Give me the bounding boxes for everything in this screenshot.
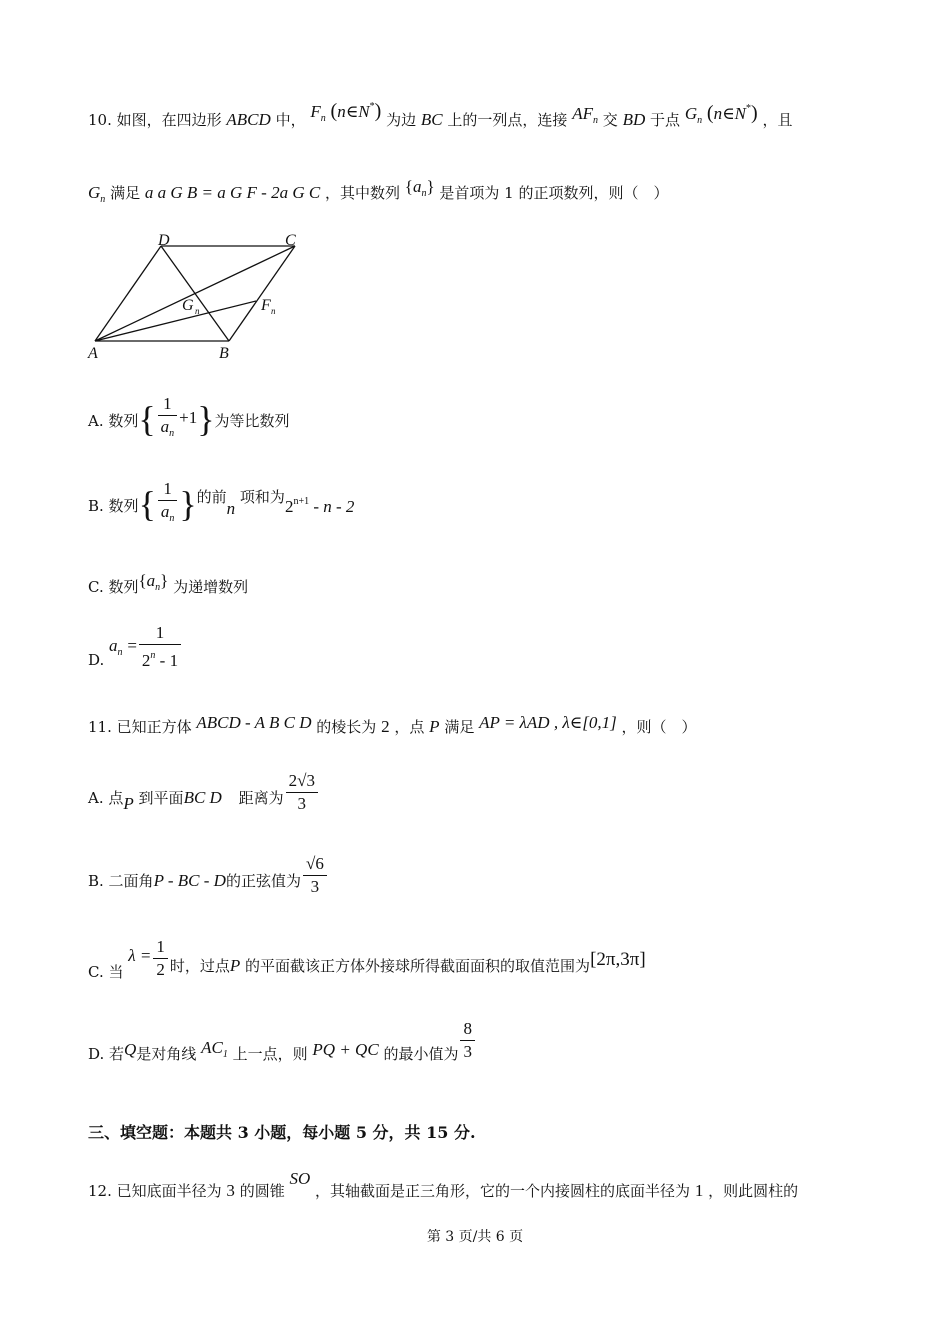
q10-bd: BD [622,110,646,129]
q12-one: 1 [694,1181,704,1200]
q10-optB-prefix: B. 数列 [88,497,139,515]
q10-fn-domain: (n∈N*) [330,100,382,122]
q10-text-satisfy: 满足 [110,184,141,202]
q12-text-d: ，则此圆柱的 [708,1182,799,1200]
q11-optC [88,936,910,981]
q10-optA-frac: $\frac{1}{a_n}$ [158,393,178,445]
label-Gn-sub: n [195,306,200,316]
q11-text-e: ，则（ ） [621,718,697,736]
q10-an-set: $\{a_n\}$ [404,177,435,199]
q10-line1 [88,100,910,132]
q11-optB-b: 的正弦值为 [225,871,301,890]
label-A: A [88,345,98,362]
q10-gn: $G_n$ [684,104,703,126]
q11-cube: ABCD - A B C D [196,713,312,732]
brace-open-b: { [138,484,156,524]
q10-fn: $F_n$ [310,102,326,124]
q11-optD-d: 的最小值为 [383,1044,459,1063]
q11-optD-frac: $\frac{8}{3}$ [460,1018,475,1063]
q10-optD: D. $a_n$ = $\frac{1}{2^n - 1}$ [88,622,910,672]
q10-optD-frac: $\frac{1}{2^n - 1}$ [139,622,181,672]
q10-text-d: 上的一列点，连接 [447,111,568,129]
q10-optB [88,478,910,530]
q11-optD [88,1018,910,1063]
q10-figure [85,228,315,364]
q10-text-seq: ，其中数列 [324,184,400,202]
q11-optD-b: 是对角线 [136,1044,197,1063]
q11-optA-p: P [123,793,134,813]
q12-r: 3 [226,1181,235,1200]
q11-optC-lambda: λ = [128,945,152,965]
q11-optB-a: B. 二面角 [88,871,154,890]
q10-gn-domain: (n∈N*) [706,102,758,124]
q11-cond: AP = λAD , λ∈[0,1] [479,713,617,732]
q11-optB-frac: $\frac{√6}{3}$ [303,853,327,898]
label-Gn: G [182,297,194,314]
brace-close-b: } [179,484,197,524]
q10-optA-plus1: +1 [179,408,198,427]
q10-optC [88,570,910,596]
q11-text-a: 11. 已知正方体 [88,718,192,736]
q10-optB-mid2: 项和为 [239,488,285,506]
label-C: C [285,232,296,249]
q10-text-f: 于点 [650,111,681,129]
q10-optB-expr: $2^{n+1}$ - n - 2 [284,496,355,516]
q10-text-e: 交 [602,111,618,129]
q12-text-a: 12. 已知底面半径为 [88,1182,222,1200]
q10-optA [88,393,910,445]
q11-optA-plane: BC D [183,787,222,807]
q10-abcd: ABCD [226,110,271,129]
q10-optA-suffix: 为等比数列 [214,412,290,430]
q11-stem [88,713,910,737]
q10-optC-set: $\{a_n\}$ [138,571,169,593]
q11-text-d: 满足 [444,718,475,736]
q11-optA-frac: $\frac{2√3}{3}$ [286,770,318,815]
label-Fn-sub: n [271,306,276,316]
q11-optD-a: D. 若 [88,1044,125,1063]
q11-optD-ac1: $AC_1$ [201,1037,228,1060]
q11-optC-c: 的平面截该正方体外接球所得截面面积的取值范围为 [245,956,591,975]
q11-optA [88,770,910,815]
q10-afn: $AF_n$ [572,104,598,126]
label-D: D [158,232,170,249]
q10-optA-prefix: A. 数列 [88,412,139,430]
q10-gn2: $G_n$ [88,183,106,205]
q11-optA-c: 距离为 [238,788,284,807]
q10-optC-suffix: 为递增数列 [173,578,249,596]
q10-text-g: ，且 [762,111,793,129]
q11-optA-a: A. 点 [88,788,124,807]
q11-optC-frac: $\frac{1}{2}$ [153,936,168,981]
brace-close: } [197,399,215,439]
brace-open: { [138,399,156,439]
q11-optD-c: 上一点，则 [232,1044,308,1063]
q11-optD-q: Q [124,1039,137,1059]
q11-text-c: ，点 [394,718,425,736]
q11-optC-p: P [229,955,241,975]
q10-bc: BC [420,110,443,129]
q10-text-b: 中， [275,111,306,129]
q10-text-c: 为边 [386,111,417,129]
q11-text-b: 的棱长为 [316,718,377,736]
label-Fn: F [261,297,271,314]
q10-equation: a a G B = a G F - 2a G C [144,183,321,202]
q11-optC-b: 时，过点 [169,956,230,975]
q10-optD-an: $a_n$ [109,636,123,658]
section-3-heading: 三、填空题：本题共 3 小题，每小题 5 分，共 15 分. [88,1123,476,1142]
q10-text-tail: 是首项为 1 的正项数列，则（ ） [439,184,669,202]
q12-text-c: ，其轴截面是正三角形，它的一个内接圆柱的底面半径为 [315,1182,691,1200]
label-B: B [219,345,229,362]
q12-so: SO [289,1169,311,1188]
q11-optA-b: 到平面 [138,788,184,807]
q11-p: P [429,717,440,736]
q10-text-a: 10. 如图，在四边形 [88,111,222,129]
q10-optB-frac: $\frac{1}{a_n}$ [158,478,178,530]
q11-optC-range: [2π,3π] [590,948,646,970]
q12-text-b: 的圆锥 [239,1182,285,1200]
q11-optC-a: C. 当 [88,962,124,981]
q11-optB [88,853,910,898]
q12-stem [88,1169,910,1201]
page-footer: 第 3 页/共 6 页 [426,1229,524,1245]
q10-optD-prefix: D. [88,651,105,669]
q10-line2 [88,177,910,205]
q10-optB-mid: 的前 [196,488,227,506]
q10-optB-n: n [226,499,236,518]
q11-edge: 2 [381,717,390,736]
q11-optB-angle: P - BC - D [153,870,226,890]
q11-optD-pqqc: PQ + QC [312,1039,379,1059]
q10-optC-prefix: C. 数列 [88,578,139,596]
